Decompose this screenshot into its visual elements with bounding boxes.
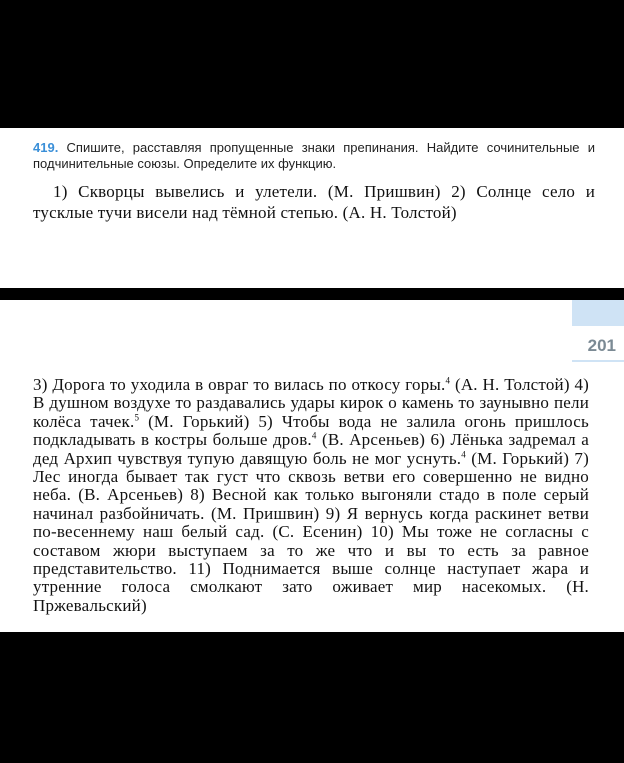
text-segment: 3) Дорога то уходила в овраг то вилась по откосу горы. bbox=[33, 375, 446, 394]
page-number: 201 bbox=[587, 336, 616, 355]
exercise-number: 419. bbox=[33, 140, 59, 155]
footnote-marker: 5 bbox=[134, 412, 140, 423]
footnote-marker: 4 bbox=[461, 448, 466, 459]
exercise-instruction-text: Спишите, расставляя пропущенные знаки препинания. Найдите сочинительные и подчинительные союзы. Определите их функцию. bbox=[33, 140, 595, 171]
text-segment: (А. Н. Толстой) 4) В душном воздухе то раздавались удары кирок о камень то заунывно пели колёса тачек. bbox=[33, 375, 590, 431]
page-rule bbox=[572, 360, 624, 362]
exercise-text-bottom bbox=[33, 376, 589, 615]
text-segment: (М. Горький) 5) Чтобы вода не залила огонь пришлось подкладывать в костры больше дров. bbox=[33, 411, 589, 450]
exercise-text-top: 1) Скворцы вывелись и улетели. (М. Пришвин) 2) Солнце село и тусклые тучи висели над тёмной степью. (А. Н. Толстой) bbox=[33, 182, 595, 222]
footnote-marker: 4 bbox=[311, 430, 317, 441]
text-segment: (М. Горький) 7) Лес иногда бывает так густ что сквозь ветви его совершенно не видно неба. (В. Арсеньев) 8) Весной как только выгоняли стадо в поле серый начинал разбойничать. (М. Пришвин) 9) Я вернусь когда раскинет ветви по-весеннему наш белый сад. (С. Есенин) 10) Мы тоже не согласны с составом жюри выступаем за то же что и вы то есть за равное представительство. 11) Поднимается выше солнце наступает жара и утренние голоса смолкают зато оживает мир насекомых. (Н. Пржевальский) bbox=[33, 448, 589, 615]
page-tab bbox=[572, 300, 624, 326]
exercise-instruction bbox=[33, 140, 595, 172]
text-segment: (В. Арсеньев) 6) Лёнька задремал а дед Архип чувствуя тупую давящую боль не мог уснуть. bbox=[33, 430, 589, 468]
footnote-marker: 4 bbox=[445, 375, 451, 386]
